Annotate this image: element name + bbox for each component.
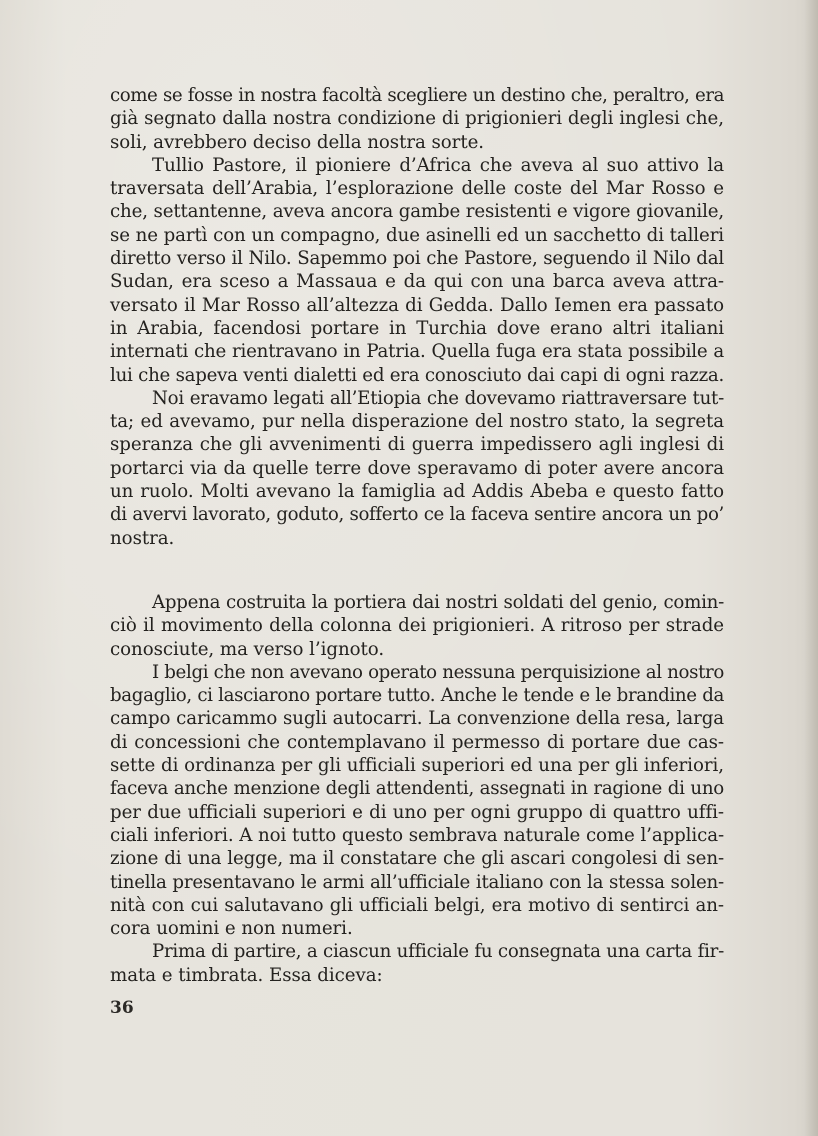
page-edge-shadow xyxy=(804,0,818,1136)
text-line: di avervi lavorato, goduto, sofferto ce la faceva sentire ancora un po’ xyxy=(110,504,724,526)
text-line: Prima di partire, a ciascun ufficiale fu consegnata una carta fir- xyxy=(152,941,724,963)
text-line: mata e timbrata. Essa diceva: xyxy=(110,964,383,986)
text-line: come se fosse in nostra facoltà scegliere un destino che, peraltro, era xyxy=(110,85,724,106)
text-line: di concessioni che contemplavano il permesso di portare due cas- xyxy=(110,731,724,753)
text-line: versato il Mar Rosso all’altezza di Gedda. Dallo Iemen era passato xyxy=(110,294,724,316)
paragraph-4 xyxy=(110,591,724,661)
text-line: Noi eravamo legati all’Etiopia che dovevamo riattraversare tut- xyxy=(152,387,724,409)
text-line: cora uomini e non numeri. xyxy=(110,918,353,940)
text-line: un ruolo. Molti avevano la famiglia ad Addis Abeba e questo fatto xyxy=(110,481,724,503)
text-line: campo caricammo sugli autocarri. La convenzione della resa, larga xyxy=(110,708,724,730)
text-line: ciali inferiori. A noi tutto questo sembrava naturale come l’applica- xyxy=(110,824,724,846)
paragraph-2 xyxy=(110,154,724,387)
text-line: per due ufficiali superiori e di uno per ogni gruppo di quattro uffi- xyxy=(110,801,724,823)
text-line: Tullio Pastore, il pioniere d’Africa che aveva al suo attivo la xyxy=(152,154,724,176)
paragraph-1 xyxy=(110,84,724,154)
paragraph-6 xyxy=(110,940,724,987)
text-line: conosciute, ma verso l’ignoto. xyxy=(110,638,385,660)
text-line: faceva anche menzione degli attendenti, assegnati in ragione di uno xyxy=(110,778,724,800)
text-line: I belgi che non avevano operato nessuna perquisizione al nostro xyxy=(152,661,724,683)
paragraph-5 xyxy=(110,661,724,941)
text-line: internati che rientravano in Patria. Quella fuga era stata possibile a xyxy=(110,341,724,363)
text-line: Sudan, era sceso a Massaua e da qui con una barca aveva attra- xyxy=(110,271,724,293)
text-line: nostra. xyxy=(110,527,175,549)
text-line: già segnato dalla nostra condizione di prigionieri degli inglesi che, xyxy=(110,108,724,130)
text-line: lui che sapeva venti dialetti ed era conosciuto dai capi di ogni razza. xyxy=(110,364,725,386)
text-line: sette di ordinanza per gli ufficiali superiori ed una per gli inferiori, xyxy=(110,755,724,777)
text-line: bagaglio, ci lasciarono portare tutto. Anche le tende e le brandine da xyxy=(110,685,724,707)
text-line: zione di una legge, ma il constatare che gli ascari congolesi di sen- xyxy=(110,848,724,870)
paragraph-3 xyxy=(110,387,724,550)
text-line: che, settantenne, aveva ancora gambe resistenti e vigore giovanile, xyxy=(110,201,724,223)
section-break xyxy=(110,550,724,591)
text-line: tinella presentavano le armi all’ufficiale italiano con la stessa solen- xyxy=(110,871,724,893)
text-line: portarci via da quelle terre dove speravamo di poter avere ancora xyxy=(110,457,724,479)
text-line: Appena costruita la portiera dai nostri soldati del genio, comin- xyxy=(152,591,724,613)
text-line: ta; ed avevamo, pur nella disperazione del nostro stato, la segreta xyxy=(110,411,724,433)
text-line: nità con cui salutavano gli ufficiali belgi, era motivo di sentirci an- xyxy=(110,894,724,916)
text-line: se ne partì con un compagno, due asinelli ed un sacchetto di talleri xyxy=(110,224,724,246)
text-line: traversata dell’Arabia, l’esplorazione delle coste del Mar Rosso e xyxy=(110,178,724,200)
text-line: ciò il movimento della colonna dei prigionieri. A ritroso per strade xyxy=(110,615,724,637)
text-line: in Arabia, facendosi portare in Turchia dove erano altri italiani xyxy=(110,317,724,339)
text-line: soli, avrebbero deciso della nostra sorte. xyxy=(110,131,485,153)
page-number: 36 xyxy=(110,998,134,1018)
text-line: speranza che gli avvenimenti di guerra impedissero agli inglesi di xyxy=(110,434,724,456)
text-line: diretto verso il Nilo. Sapemmo poi che Pastore, seguendo il Nilo dal xyxy=(110,248,724,270)
body-text xyxy=(110,84,724,987)
